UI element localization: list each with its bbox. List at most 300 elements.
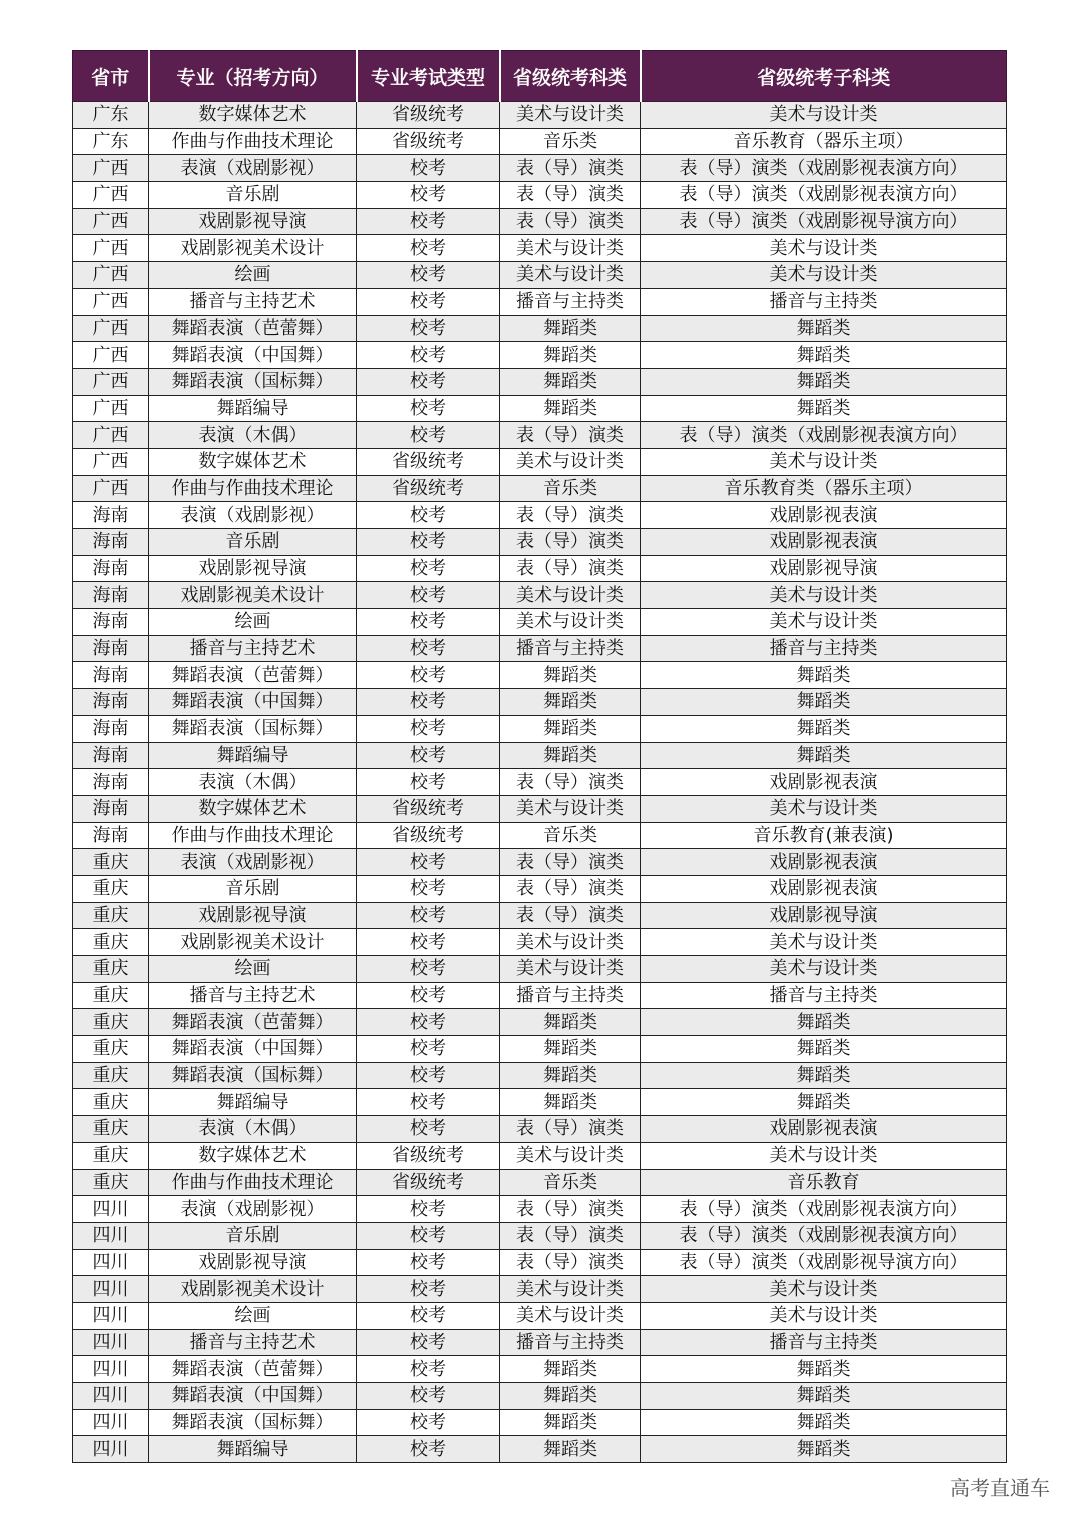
cell-province: 海南 [73, 742, 149, 769]
cell-provincial-category: 舞蹈类 [500, 315, 641, 342]
cell-major: 绘画 [149, 956, 357, 983]
cell-provincial-subcategory: 美术与设计类 [641, 929, 1007, 956]
cell-exam-type: 校考 [357, 182, 500, 209]
cell-provincial-subcategory: 舞蹈类 [641, 1062, 1007, 1089]
cell-provincial-category: 表（导）演类 [500, 182, 641, 209]
cell-major: 音乐剧 [149, 1222, 357, 1249]
cell-provincial-category: 音乐类 [500, 128, 641, 155]
cell-exam-type: 校考 [357, 529, 500, 556]
cell-provincial-category: 美术与设计类 [500, 956, 641, 983]
table-row [73, 1409, 1007, 1436]
cell-province: 海南 [73, 529, 149, 556]
header-provincial-subcategory: 省级统考子科类 [641, 51, 1007, 102]
cell-major: 表演（木偶） [149, 1116, 357, 1143]
cell-exam-type: 校考 [357, 849, 500, 876]
cell-exam-type: 校考 [357, 929, 500, 956]
cell-exam-type: 省级统考 [357, 1169, 500, 1196]
cell-province: 四川 [73, 1409, 149, 1436]
cell-province: 广西 [73, 422, 149, 449]
cell-provincial-category: 表（导）演类 [500, 1222, 641, 1249]
cell-provincial-category: 美术与设计类 [500, 1302, 641, 1329]
cell-exam-type: 校考 [357, 208, 500, 235]
cell-provincial-category: 舞蹈类 [500, 1356, 641, 1383]
cell-provincial-subcategory: 美术与设计类 [641, 609, 1007, 636]
cell-province: 广西 [73, 395, 149, 422]
cell-major: 数字媒体艺术 [149, 102, 357, 129]
cell-province: 海南 [73, 822, 149, 849]
cell-province: 四川 [73, 1222, 149, 1249]
cell-provincial-category: 舞蹈类 [500, 1036, 641, 1063]
cell-provincial-category: 舞蹈类 [500, 342, 641, 369]
cell-provincial-category: 舞蹈类 [500, 715, 641, 742]
table-row [73, 1302, 1007, 1329]
cell-province: 四川 [73, 1249, 149, 1276]
table-row [73, 956, 1007, 983]
table-row [73, 582, 1007, 609]
cell-exam-type: 省级统考 [357, 448, 500, 475]
cell-provincial-subcategory: 戏剧影视表演 [641, 849, 1007, 876]
cell-province: 重庆 [73, 1009, 149, 1036]
cell-provincial-category: 表（导）演类 [500, 902, 641, 929]
cell-provincial-category: 播音与主持类 [500, 635, 641, 662]
cell-major: 戏剧影视导演 [149, 208, 357, 235]
cell-provincial-subcategory: 美术与设计类 [641, 1302, 1007, 1329]
table-row [73, 849, 1007, 876]
table-row [73, 715, 1007, 742]
cell-major: 舞蹈表演（中国舞） [149, 1036, 357, 1063]
cell-exam-type: 校考 [357, 555, 500, 582]
cell-province: 广西 [73, 155, 149, 182]
cell-exam-type: 校考 [357, 1383, 500, 1410]
cell-major: 舞蹈表演（国标舞） [149, 1409, 357, 1436]
cell-provincial-subcategory: 播音与主持类 [641, 288, 1007, 315]
cell-major: 表演（戏剧影视） [149, 849, 357, 876]
cell-province: 四川 [73, 1276, 149, 1303]
table-row [73, 1329, 1007, 1356]
cell-major: 舞蹈表演（中国舞） [149, 689, 357, 716]
cell-exam-type: 校考 [357, 689, 500, 716]
cell-provincial-category: 播音与主持类 [500, 982, 641, 1009]
cell-provincial-category: 美术与设计类 [500, 262, 641, 289]
cell-major: 舞蹈编导 [149, 742, 357, 769]
cell-major: 表演（戏剧影视） [149, 1196, 357, 1223]
cell-provincial-subcategory: 美术与设计类 [641, 956, 1007, 983]
cell-provincial-category: 美术与设计类 [500, 1142, 641, 1169]
table-row [73, 529, 1007, 556]
cell-exam-type: 省级统考 [357, 128, 500, 155]
cell-province: 重庆 [73, 956, 149, 983]
table-row [73, 1249, 1007, 1276]
cell-exam-type: 校考 [357, 1249, 500, 1276]
cell-major: 表演（戏剧影视） [149, 502, 357, 529]
cell-exam-type: 校考 [357, 582, 500, 609]
table-row [73, 182, 1007, 209]
cell-province: 广东 [73, 102, 149, 129]
header-row [73, 51, 1007, 102]
cell-major: 作曲与作曲技术理论 [149, 822, 357, 849]
table-row [73, 102, 1007, 129]
cell-exam-type: 校考 [357, 395, 500, 422]
cell-exam-type: 校考 [357, 742, 500, 769]
cell-exam-type: 校考 [357, 288, 500, 315]
cell-major: 舞蹈表演（芭蕾舞） [149, 1009, 357, 1036]
cell-provincial-category: 表（导）演类 [500, 849, 641, 876]
cell-exam-type: 校考 [357, 1222, 500, 1249]
table-row [73, 1009, 1007, 1036]
table-row [73, 555, 1007, 582]
cell-exam-type: 省级统考 [357, 475, 500, 502]
cell-province: 海南 [73, 555, 149, 582]
cell-provincial-category: 美术与设计类 [500, 235, 641, 262]
cell-exam-type: 校考 [357, 715, 500, 742]
cell-provincial-subcategory: 舞蹈类 [641, 662, 1007, 689]
cell-provincial-category: 表（导）演类 [500, 1116, 641, 1143]
cell-major: 播音与主持艺术 [149, 635, 357, 662]
cell-provincial-subcategory: 播音与主持类 [641, 982, 1007, 1009]
cell-provincial-category: 舞蹈类 [500, 742, 641, 769]
cell-exam-type: 校考 [357, 315, 500, 342]
cell-major: 播音与主持艺术 [149, 1329, 357, 1356]
cell-major: 戏剧影视美术设计 [149, 582, 357, 609]
cell-provincial-subcategory: 舞蹈类 [641, 715, 1007, 742]
cell-provincial-subcategory: 美术与设计类 [641, 235, 1007, 262]
cell-major: 数字媒体艺术 [149, 795, 357, 822]
cell-exam-type: 校考 [357, 635, 500, 662]
cell-province: 广西 [73, 448, 149, 475]
cell-provincial-category: 表（导）演类 [500, 1196, 641, 1223]
cell-provincial-subcategory: 戏剧影视表演 [641, 502, 1007, 529]
cell-exam-type: 校考 [357, 155, 500, 182]
cell-major: 舞蹈表演（芭蕾舞） [149, 315, 357, 342]
cell-major: 戏剧影视导演 [149, 1249, 357, 1276]
cell-major: 作曲与作曲技术理论 [149, 128, 357, 155]
cell-provincial-category: 表（导）演类 [500, 1249, 641, 1276]
cell-province: 四川 [73, 1329, 149, 1356]
cell-province: 四川 [73, 1436, 149, 1463]
cell-major: 播音与主持艺术 [149, 288, 357, 315]
cell-major: 舞蹈编导 [149, 395, 357, 422]
table-row [73, 1036, 1007, 1063]
cell-major: 数字媒体艺术 [149, 1142, 357, 1169]
cell-major: 舞蹈表演（国标舞） [149, 368, 357, 395]
cell-major: 音乐剧 [149, 182, 357, 209]
cell-exam-type: 校考 [357, 1009, 500, 1036]
cell-province: 广西 [73, 182, 149, 209]
cell-provincial-category: 美术与设计类 [500, 582, 641, 609]
cell-provincial-category: 美术与设计类 [500, 795, 641, 822]
admissions-table [72, 50, 1007, 1463]
cell-provincial-subcategory: 舞蹈类 [641, 1036, 1007, 1063]
cell-exam-type: 校考 [357, 1089, 500, 1116]
table-row [73, 1436, 1007, 1463]
cell-exam-type: 校考 [357, 1302, 500, 1329]
cell-province: 重庆 [73, 1116, 149, 1143]
cell-major: 绘画 [149, 609, 357, 636]
cell-province: 重庆 [73, 1089, 149, 1116]
cell-major: 播音与主持艺术 [149, 982, 357, 1009]
cell-province: 海南 [73, 715, 149, 742]
cell-provincial-category: 表（导）演类 [500, 875, 641, 902]
cell-provincial-subcategory: 美术与设计类 [641, 262, 1007, 289]
cell-provincial-subcategory: 舞蹈类 [641, 1409, 1007, 1436]
cell-provincial-subcategory: 音乐教育类（器乐主项） [641, 475, 1007, 502]
cell-province: 重庆 [73, 929, 149, 956]
cell-major: 音乐剧 [149, 875, 357, 902]
cell-exam-type: 校考 [357, 342, 500, 369]
table-row [73, 475, 1007, 502]
cell-exam-type: 省级统考 [357, 795, 500, 822]
cell-provincial-category: 舞蹈类 [500, 1436, 641, 1463]
cell-major: 作曲与作曲技术理论 [149, 1169, 357, 1196]
cell-provincial-subcategory: 美术与设计类 [641, 448, 1007, 475]
cell-exam-type: 校考 [357, 368, 500, 395]
cell-provincial-subcategory: 表（导）演类（戏剧影视表演方向） [641, 155, 1007, 182]
cell-provincial-subcategory: 舞蹈类 [641, 742, 1007, 769]
cell-exam-type: 校考 [357, 609, 500, 636]
cell-province: 重庆 [73, 1142, 149, 1169]
cell-provincial-category: 舞蹈类 [500, 368, 641, 395]
table-row [73, 662, 1007, 689]
table-row [73, 262, 1007, 289]
cell-provincial-category: 美术与设计类 [500, 609, 641, 636]
table-row [73, 929, 1007, 956]
cell-major: 舞蹈表演（芭蕾舞） [149, 1356, 357, 1383]
cell-major: 表演（木偶） [149, 422, 357, 449]
cell-provincial-subcategory: 舞蹈类 [641, 315, 1007, 342]
cell-provincial-category: 美术与设计类 [500, 102, 641, 129]
cell-provincial-subcategory: 表（导）演类（戏剧影视表演方向） [641, 1196, 1007, 1223]
cell-province: 重庆 [73, 1062, 149, 1089]
cell-provincial-category: 音乐类 [500, 475, 641, 502]
table-row [73, 128, 1007, 155]
cell-major: 舞蹈编导 [149, 1436, 357, 1463]
cell-province: 广东 [73, 128, 149, 155]
cell-provincial-category: 表（导）演类 [500, 529, 641, 556]
table-row [73, 1222, 1007, 1249]
cell-provincial-category: 音乐类 [500, 822, 641, 849]
cell-provincial-category: 美术与设计类 [500, 448, 641, 475]
table-row [73, 368, 1007, 395]
cell-provincial-category: 表（导）演类 [500, 155, 641, 182]
cell-major: 戏剧影视美术设计 [149, 1276, 357, 1303]
cell-province: 海南 [73, 689, 149, 716]
cell-province: 广西 [73, 262, 149, 289]
cell-provincial-category: 美术与设计类 [500, 929, 641, 956]
cell-provincial-category: 播音与主持类 [500, 288, 641, 315]
table-row [73, 822, 1007, 849]
cell-province: 广西 [73, 288, 149, 315]
cell-major: 戏剧影视美术设计 [149, 929, 357, 956]
cell-provincial-category: 舞蹈类 [500, 1383, 641, 1410]
cell-provincial-subcategory: 舞蹈类 [641, 342, 1007, 369]
table-row [73, 1196, 1007, 1223]
cell-major: 舞蹈编导 [149, 1089, 357, 1116]
header-provincial-category: 省级统考科类 [500, 51, 641, 102]
table-row [73, 609, 1007, 636]
table-row [73, 875, 1007, 902]
cell-provincial-subcategory: 戏剧影视表演 [641, 769, 1007, 796]
cell-major: 舞蹈表演（国标舞） [149, 715, 357, 742]
cell-provincial-subcategory: 播音与主持类 [641, 635, 1007, 662]
cell-provincial-subcategory: 戏剧影视表演 [641, 1116, 1007, 1143]
cell-provincial-subcategory: 美术与设计类 [641, 582, 1007, 609]
table-row [73, 689, 1007, 716]
cell-exam-type: 校考 [357, 1276, 500, 1303]
cell-major: 数字媒体艺术 [149, 448, 357, 475]
cell-major: 音乐剧 [149, 529, 357, 556]
cell-provincial-subcategory: 舞蹈类 [641, 1089, 1007, 1116]
cell-provincial-subcategory: 美术与设计类 [641, 1276, 1007, 1303]
cell-major: 绘画 [149, 262, 357, 289]
cell-major: 舞蹈表演（中国舞） [149, 1383, 357, 1410]
cell-province: 四川 [73, 1302, 149, 1329]
table-row [73, 342, 1007, 369]
table-row [73, 235, 1007, 262]
cell-provincial-subcategory: 舞蹈类 [641, 1383, 1007, 1410]
cell-provincial-category: 表（导）演类 [500, 502, 641, 529]
cell-province: 四川 [73, 1356, 149, 1383]
cell-exam-type: 校考 [357, 1116, 500, 1143]
cell-exam-type: 校考 [357, 1036, 500, 1063]
cell-major: 舞蹈表演（中国舞） [149, 342, 357, 369]
cell-exam-type: 省级统考 [357, 1142, 500, 1169]
header-exam-type: 专业考试类型 [357, 51, 500, 102]
cell-provincial-category: 表（导）演类 [500, 555, 641, 582]
cell-major: 舞蹈表演（国标舞） [149, 1062, 357, 1089]
table-row [73, 902, 1007, 929]
cell-provincial-subcategory: 表（导）演类（戏剧影视表演方向） [641, 1222, 1007, 1249]
cell-provincial-subcategory: 音乐教育 [641, 1169, 1007, 1196]
cell-exam-type: 校考 [357, 235, 500, 262]
cell-province: 重庆 [73, 875, 149, 902]
watermark-text: 高考直通车 [950, 1476, 1050, 1500]
table-row [73, 155, 1007, 182]
cell-province: 重庆 [73, 1036, 149, 1063]
cell-provincial-subcategory: 表（导）演类（戏剧影视导演方向） [641, 208, 1007, 235]
cell-exam-type: 省级统考 [357, 102, 500, 129]
cell-provincial-subcategory: 舞蹈类 [641, 1009, 1007, 1036]
table-row [73, 315, 1007, 342]
cell-provincial-subcategory: 美术与设计类 [641, 795, 1007, 822]
cell-exam-type: 省级统考 [357, 822, 500, 849]
cell-exam-type: 校考 [357, 769, 500, 796]
cell-provincial-category: 表（导）演类 [500, 208, 641, 235]
cell-exam-type: 校考 [357, 1329, 500, 1356]
table-header [73, 51, 1007, 102]
cell-provincial-category: 表（导）演类 [500, 422, 641, 449]
cell-exam-type: 校考 [357, 262, 500, 289]
cell-provincial-subcategory: 戏剧影视导演 [641, 555, 1007, 582]
cell-province: 海南 [73, 795, 149, 822]
cell-provincial-subcategory: 戏剧影视表演 [641, 529, 1007, 556]
table-row [73, 1383, 1007, 1410]
cell-province: 海南 [73, 635, 149, 662]
cell-provincial-category: 舞蹈类 [500, 395, 641, 422]
cell-provincial-subcategory: 舞蹈类 [641, 395, 1007, 422]
cell-provincial-subcategory: 表（导）演类（戏剧影视表演方向） [641, 182, 1007, 209]
cell-major: 作曲与作曲技术理论 [149, 475, 357, 502]
cell-province: 海南 [73, 769, 149, 796]
cell-provincial-category: 舞蹈类 [500, 1009, 641, 1036]
cell-provincial-category: 舞蹈类 [500, 1062, 641, 1089]
table-row [73, 1169, 1007, 1196]
cell-exam-type: 校考 [357, 1409, 500, 1436]
cell-major: 表演（木偶） [149, 769, 357, 796]
cell-major: 戏剧影视导演 [149, 555, 357, 582]
cell-provincial-category: 美术与设计类 [500, 1276, 641, 1303]
cell-exam-type: 校考 [357, 662, 500, 689]
cell-province: 海南 [73, 582, 149, 609]
cell-provincial-subcategory: 舞蹈类 [641, 1356, 1007, 1383]
cell-provincial-subcategory: 戏剧影视导演 [641, 902, 1007, 929]
cell-province: 重庆 [73, 1169, 149, 1196]
cell-provincial-subcategory: 美术与设计类 [641, 102, 1007, 129]
cell-province: 四川 [73, 1383, 149, 1410]
table-row [73, 795, 1007, 822]
cell-province: 海南 [73, 609, 149, 636]
cell-provincial-subcategory: 美术与设计类 [641, 1142, 1007, 1169]
table-row [73, 1356, 1007, 1383]
cell-provincial-category: 音乐类 [500, 1169, 641, 1196]
table-row [73, 208, 1007, 235]
cell-exam-type: 校考 [357, 1196, 500, 1223]
cell-exam-type: 校考 [357, 982, 500, 1009]
table-row [73, 769, 1007, 796]
cell-provincial-category: 舞蹈类 [500, 689, 641, 716]
cell-province: 海南 [73, 502, 149, 529]
table-body [73, 102, 1007, 1463]
cell-province: 海南 [73, 662, 149, 689]
table-row [73, 502, 1007, 529]
cell-exam-type: 校考 [357, 422, 500, 449]
table-row [73, 448, 1007, 475]
table-row [73, 1276, 1007, 1303]
cell-provincial-subcategory: 戏剧影视表演 [641, 875, 1007, 902]
cell-provincial-category: 舞蹈类 [500, 1089, 641, 1116]
cell-provincial-subcategory: 表（导）演类（戏剧影视导演方向） [641, 1249, 1007, 1276]
cell-province: 广西 [73, 208, 149, 235]
cell-province: 重庆 [73, 849, 149, 876]
cell-provincial-category: 播音与主持类 [500, 1329, 641, 1356]
cell-province: 四川 [73, 1196, 149, 1223]
cell-exam-type: 校考 [357, 875, 500, 902]
cell-exam-type: 校考 [357, 1356, 500, 1383]
table-row [73, 1142, 1007, 1169]
cell-major: 表演（戏剧影视） [149, 155, 357, 182]
cell-provincial-subcategory: 播音与主持类 [641, 1329, 1007, 1356]
cell-provincial-subcategory: 舞蹈类 [641, 1436, 1007, 1463]
cell-exam-type: 校考 [357, 1436, 500, 1463]
cell-provincial-category: 表（导）演类 [500, 769, 641, 796]
cell-provincial-subcategory: 音乐教育(兼表演) [641, 822, 1007, 849]
cell-exam-type: 校考 [357, 902, 500, 929]
cell-provincial-category: 舞蹈类 [500, 662, 641, 689]
cell-provincial-subcategory: 舞蹈类 [641, 689, 1007, 716]
cell-major: 舞蹈表演（芭蕾舞） [149, 662, 357, 689]
table-row [73, 288, 1007, 315]
cell-province: 广西 [73, 235, 149, 262]
table-row [73, 1089, 1007, 1116]
cell-major: 戏剧影视导演 [149, 902, 357, 929]
cell-exam-type: 校考 [357, 502, 500, 529]
table-row [73, 742, 1007, 769]
table-row [73, 635, 1007, 662]
cell-province: 广西 [73, 315, 149, 342]
cell-major: 绘画 [149, 1302, 357, 1329]
cell-provincial-category: 舞蹈类 [500, 1409, 641, 1436]
cell-exam-type: 校考 [357, 956, 500, 983]
cell-province: 重庆 [73, 982, 149, 1009]
